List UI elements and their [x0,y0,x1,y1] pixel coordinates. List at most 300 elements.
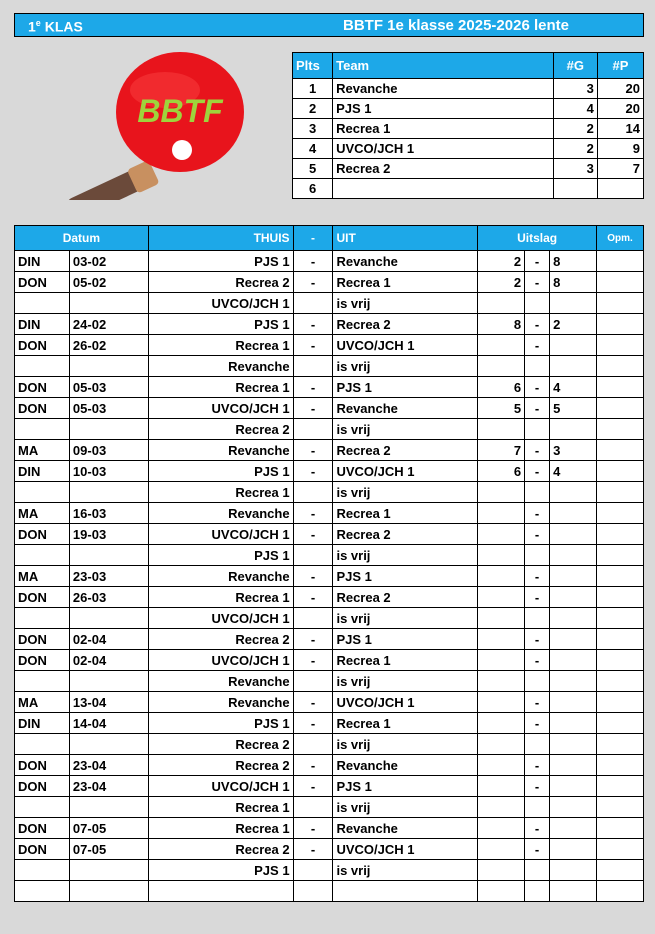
remarks-cell [596,524,643,545]
away-team-cell: PJS 1 [333,776,478,797]
home-team-cell: PJS 1 [148,860,293,881]
table-row [15,797,644,818]
separator-cell [293,293,333,314]
home-team-cell [148,881,293,902]
home-score-cell [478,293,525,314]
games-cell [553,179,597,199]
home-score-cell: 6 [478,461,525,482]
day-cell [15,482,70,503]
separator-cell [293,545,333,566]
standings-row [293,99,644,119]
bbtf-logo [40,50,260,200]
score-separator-cell: - [525,398,550,419]
rank-cell: 5 [293,159,333,179]
home-team-cell: UVCO/JCH 1 [148,608,293,629]
away-team-cell: Recrea 1 [333,272,478,293]
home-score-cell [478,545,525,566]
home-score-cell: 8 [478,314,525,335]
home-team-cell: UVCO/JCH 1 [148,650,293,671]
table-row [15,335,644,356]
remarks-cell [596,293,643,314]
day-cell: DON [15,650,70,671]
separator-cell: - [293,503,333,524]
table-row [15,650,644,671]
away-team-cell: is vrij [333,545,478,566]
separator-cell: - [293,314,333,335]
separator-cell [293,797,333,818]
home-score-cell [478,776,525,797]
separator-cell: - [293,524,333,545]
rank-cell: 3 [293,119,333,139]
header-dash: - [293,226,333,251]
standings-row [293,79,644,99]
date-cell [69,881,148,902]
day-cell: DON [15,839,70,860]
remarks-cell [596,440,643,461]
day-cell: MA [15,692,70,713]
away-team-cell: UVCO/JCH 1 [333,839,478,860]
home-score-cell [478,524,525,545]
score-separator-cell: - [525,839,550,860]
separator-cell: - [293,755,333,776]
away-team-cell: Recrea 1 [333,713,478,734]
separator-cell [293,482,333,503]
separator-cell: - [293,335,333,356]
away-score-cell [550,524,597,545]
remarks-cell [596,251,643,272]
table-row [15,440,644,461]
away-team-cell: is vrij [333,671,478,692]
separator-cell: - [293,377,333,398]
home-team-cell: PJS 1 [148,545,293,566]
team-cell: PJS 1 [333,99,554,119]
home-team-cell: Recrea 1 [148,587,293,608]
away-team-cell: is vrij [333,860,478,881]
score-separator-cell: - [525,776,550,797]
points-cell [597,179,643,199]
home-score-cell [478,356,525,377]
home-score-cell [478,650,525,671]
remarks-cell [596,650,643,671]
remarks-cell [596,881,643,902]
remarks-cell [596,545,643,566]
table-row [15,587,644,608]
rank-cell: 4 [293,139,333,159]
away-score-cell [550,671,597,692]
away-team-cell: Recrea 2 [333,587,478,608]
score-separator-cell [525,734,550,755]
header-team: Team [333,53,554,79]
date-cell: 13-04 [69,692,148,713]
home-team-cell: PJS 1 [148,461,293,482]
separator-cell: - [293,398,333,419]
away-team-cell: UVCO/JCH 1 [333,335,478,356]
date-cell: 07-05 [69,818,148,839]
remarks-cell [596,587,643,608]
day-cell [15,797,70,818]
home-team-cell: Revanche [148,356,293,377]
home-score-cell: 2 [478,272,525,293]
date-cell [69,545,148,566]
home-team-cell: UVCO/JCH 1 [148,524,293,545]
away-score-cell [550,587,597,608]
home-team-cell: Recrea 2 [148,734,293,755]
date-cell [69,797,148,818]
table-row [15,734,644,755]
standings-row [293,179,644,199]
home-score-cell [478,629,525,650]
games-cell: 2 [553,119,597,139]
rank-cell: 6 [293,179,333,199]
table-row [15,671,644,692]
remarks-cell [596,461,643,482]
standings-table [292,52,644,199]
table-row [15,482,644,503]
away-team-cell: Recrea 2 [333,314,478,335]
score-separator-cell [525,671,550,692]
team-cell: UVCO/JCH 1 [333,139,554,159]
date-cell: 24-02 [69,314,148,335]
home-score-cell [478,335,525,356]
schedule-table [14,225,644,902]
remarks-cell [596,755,643,776]
home-team-cell: Recrea 1 [148,335,293,356]
games-cell: 3 [553,79,597,99]
home-team-cell: Recrea 2 [148,755,293,776]
header-uit: UIT [333,226,478,251]
score-separator-cell: - [525,713,550,734]
away-score-cell: 5 [550,398,597,419]
away-score-cell [550,293,597,314]
home-score-cell: 7 [478,440,525,461]
rank-cell: 2 [293,99,333,119]
separator-cell: - [293,440,333,461]
rank-cell: 1 [293,79,333,99]
score-separator-cell [525,608,550,629]
day-cell: DON [15,398,70,419]
away-team-cell: Revanche [333,251,478,272]
date-cell [69,860,148,881]
games-cell: 4 [553,99,597,119]
separator-cell: - [293,776,333,797]
points-cell: 20 [597,99,643,119]
score-separator-cell [525,860,550,881]
remarks-cell [596,734,643,755]
away-score-cell [550,629,597,650]
home-score-cell [478,839,525,860]
home-team-cell: UVCO/JCH 1 [148,398,293,419]
date-cell [69,356,148,377]
away-score-cell [550,608,597,629]
score-separator-cell [525,356,550,377]
table-row [15,776,644,797]
table-row [15,881,644,902]
table-row [15,272,644,293]
score-separator-cell: - [525,461,550,482]
day-cell [15,545,70,566]
date-cell [69,482,148,503]
home-score-cell [478,419,525,440]
away-score-cell [550,356,597,377]
remarks-cell [596,335,643,356]
home-score-cell [478,503,525,524]
away-score-cell [550,503,597,524]
remarks-cell [596,377,643,398]
separator-cell [293,881,333,902]
day-cell [15,419,70,440]
header-opm: Opm. [596,226,643,251]
remarks-cell [596,272,643,293]
remarks-cell [596,713,643,734]
header-datum: Datum [15,226,149,251]
away-score-cell: 8 [550,251,597,272]
remarks-cell [596,818,643,839]
separator-cell [293,356,333,377]
day-cell: DIN [15,713,70,734]
table-row [15,692,644,713]
day-cell: DON [15,818,70,839]
home-score-cell [478,671,525,692]
remarks-cell [596,608,643,629]
away-team-cell: is vrij [333,356,478,377]
away-team-cell: Recrea 2 [333,440,478,461]
away-team-cell: Recrea 2 [333,524,478,545]
home-score-cell [478,482,525,503]
separator-cell: - [293,566,333,587]
table-row [15,545,644,566]
points-cell: 7 [597,159,643,179]
day-cell [15,734,70,755]
date-cell [69,419,148,440]
table-row [15,251,644,272]
away-team-cell: is vrij [333,734,478,755]
home-team-cell: Recrea 2 [148,419,293,440]
games-cell: 2 [553,139,597,159]
remarks-cell [596,692,643,713]
day-cell: DON [15,587,70,608]
date-cell: 26-03 [69,587,148,608]
date-cell: 07-05 [69,839,148,860]
away-team-cell: Revanche [333,398,478,419]
score-separator-cell: - [525,524,550,545]
away-team-cell: UVCO/JCH 1 [333,692,478,713]
header-g: #G [553,53,597,79]
separator-cell: - [293,272,333,293]
away-score-cell: 4 [550,461,597,482]
away-score-cell: 2 [550,314,597,335]
header-p: #P [597,53,643,79]
remarks-cell [596,566,643,587]
separator-cell: - [293,713,333,734]
date-cell: 05-03 [69,398,148,419]
games-cell: 3 [553,159,597,179]
home-team-cell: UVCO/JCH 1 [148,293,293,314]
away-team-cell: Revanche [333,818,478,839]
date-cell [69,293,148,314]
svg-text:BBTF: BBTF [137,93,223,129]
standings-row [293,139,644,159]
score-separator-cell: - [525,377,550,398]
day-cell: MA [15,440,70,461]
away-score-cell [550,335,597,356]
date-cell: 23-04 [69,776,148,797]
day-cell: MA [15,503,70,524]
score-separator-cell: - [525,755,550,776]
away-score-cell [550,755,597,776]
date-cell [69,608,148,629]
date-cell: 16-03 [69,503,148,524]
away-score-cell: 4 [550,377,597,398]
table-row [15,356,644,377]
team-cell: Recrea 2 [333,159,554,179]
away-score-cell [550,566,597,587]
table-row [15,629,644,650]
away-team-cell: PJS 1 [333,377,478,398]
page-title: BBTF 1e klasse 2025-2026 lente [343,17,569,34]
away-score-cell [550,713,597,734]
away-score-cell [550,734,597,755]
away-team-cell: is vrij [333,797,478,818]
score-separator-cell: - [525,650,550,671]
standings-row [293,119,644,139]
table-row [15,860,644,881]
table-row [15,608,644,629]
separator-cell: - [293,692,333,713]
day-cell [15,860,70,881]
home-team-cell: Revanche [148,440,293,461]
date-cell: 05-02 [69,272,148,293]
score-separator-cell: - [525,503,550,524]
table-row [15,818,644,839]
date-cell: 02-04 [69,650,148,671]
date-cell: 09-03 [69,440,148,461]
day-cell: MA [15,566,70,587]
team-cell: Recrea 1 [333,119,554,139]
remarks-cell [596,356,643,377]
score-separator-cell: - [525,629,550,650]
away-score-cell [550,545,597,566]
header-thuis: THUIS [148,226,293,251]
team-cell: Revanche [333,79,554,99]
day-cell [15,608,70,629]
table-row [15,314,644,335]
date-cell: 19-03 [69,524,148,545]
standings-header [293,53,644,79]
score-separator-cell: - [525,566,550,587]
separator-cell [293,734,333,755]
home-team-cell: PJS 1 [148,713,293,734]
table-row [15,524,644,545]
away-score-cell [550,482,597,503]
score-separator-cell: - [525,587,550,608]
score-separator-cell: - [525,251,550,272]
away-team-cell: PJS 1 [333,629,478,650]
away-score-cell [550,839,597,860]
header-plts: Plts [293,53,333,79]
away-team-cell: is vrij [333,482,478,503]
home-team-cell: UVCO/JCH 1 [148,776,293,797]
separator-cell: - [293,251,333,272]
points-cell: 20 [597,79,643,99]
score-separator-cell [525,545,550,566]
away-score-cell [550,860,597,881]
separator-cell [293,419,333,440]
points-cell: 14 [597,119,643,139]
home-score-cell: 5 [478,398,525,419]
home-team-cell: Recrea 1 [148,377,293,398]
score-separator-cell [525,881,550,902]
home-team-cell: Recrea 2 [148,272,293,293]
home-score-cell [478,713,525,734]
separator-cell: - [293,461,333,482]
home-score-cell [478,734,525,755]
remarks-cell [596,797,643,818]
remarks-cell [596,629,643,650]
remarks-cell [596,776,643,797]
home-score-cell: 6 [478,377,525,398]
away-score-cell [550,818,597,839]
home-team-cell: Recrea 1 [148,797,293,818]
score-separator-cell: - [525,692,550,713]
separator-cell [293,860,333,881]
day-cell: DON [15,335,70,356]
day-cell [15,881,70,902]
home-team-cell: Revanche [148,671,293,692]
away-team-cell: UVCO/JCH 1 [333,461,478,482]
day-cell: DIN [15,461,70,482]
score-separator-cell [525,419,550,440]
home-score-cell [478,881,525,902]
table-row [15,461,644,482]
score-separator-cell [525,293,550,314]
date-cell: 26-02 [69,335,148,356]
table-row [15,293,644,314]
score-separator-cell: - [525,335,550,356]
day-cell: DIN [15,251,70,272]
day-cell: DON [15,629,70,650]
home-team-cell: PJS 1 [148,314,293,335]
home-score-cell [478,755,525,776]
score-separator-cell: - [525,314,550,335]
header-uitslag: Uitslag [478,226,597,251]
home-score-cell [478,860,525,881]
date-cell: 02-04 [69,629,148,650]
day-cell: DON [15,377,70,398]
home-team-cell: Revanche [148,566,293,587]
date-cell: 03-02 [69,251,148,272]
home-team-cell: Recrea 1 [148,482,293,503]
away-score-cell [550,419,597,440]
away-score-cell [550,797,597,818]
away-team-cell: is vrij [333,419,478,440]
table-row [15,398,644,419]
away-team-cell: PJS 1 [333,566,478,587]
separator-cell [293,608,333,629]
remarks-cell [596,839,643,860]
separator-cell: - [293,818,333,839]
points-cell: 9 [597,139,643,159]
day-cell: DON [15,755,70,776]
date-cell [69,671,148,692]
remarks-cell [596,503,643,524]
table-row [15,755,644,776]
date-cell: 05-03 [69,377,148,398]
day-cell: DON [15,776,70,797]
table-row [15,713,644,734]
away-team-cell: is vrij [333,293,478,314]
away-team-cell: Recrea 1 [333,503,478,524]
date-cell: 10-03 [69,461,148,482]
